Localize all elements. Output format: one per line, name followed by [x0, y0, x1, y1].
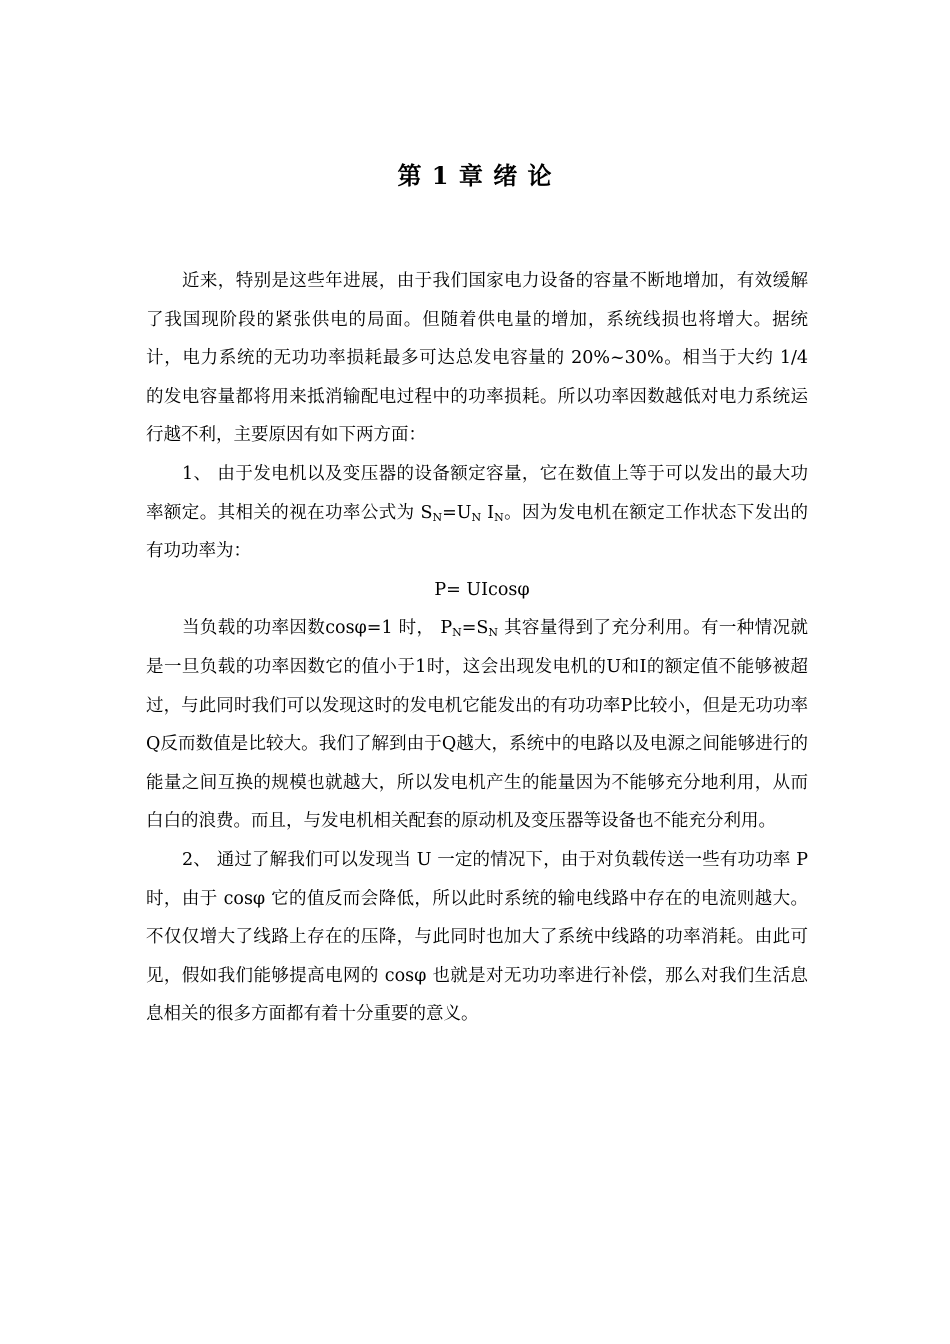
- paragraph-intro: 近来，特别是这些年进展，由于我们国家电力设备的容量不断地增加，有效缓解了我国现阶段的紧张供电的局面。但随着供电量的增加，系统线损也将增大。据统计，电力系统的无功功率损耗最多可达总发电容量的 20%~30%。相当于大约 1/4 的发电容量都将用来抵消输配电过程中的功率损耗。所以功率因数越低对电力系统运行越不利，主要原因有如下两方面：: [146, 271, 808, 446]
- formula-active-power: P= UIcosφ: [434, 579, 530, 600]
- point-1-text-start: 1、 由于发电机以及变压器的设备额定容量，它在数值上等于可以发出的最大功率额定。其相关的视在功率公式为: [146, 463, 808, 523]
- body-text: [146, 262, 808, 1034]
- point-1-text-end: 。因为发电机在额定工作状态下发出的有功功率为：: [146, 502, 809, 562]
- power-factor-text-end: 其容量得到了充分利用。有一种情况就是一旦负载的功率因数它的值小于1时，这会出现发电机的U和I的额定值不能够被超过，与此同时我们可以发现这时的发电机它能发出的有功功率P比较小，但是无功功率Q反而数值是比较大。我们了解到由于Q越大，系统中的电路以及电源之间能够进行的能量之间互换的规模也就越大，所以发电机产生的能量因为不能够充分地利用，从而白白的浪费。而且，与发电机相关配套的原动机及变压器等设备也不能充分利用。: [146, 618, 808, 832]
- subscript-n: N: [488, 626, 499, 640]
- symbol-s: S: [420, 502, 433, 523]
- paragraph-point-2: 2、 通过了解我们可以发现当 U 一定的情况下，由于对负载传送一些有功功率 P 时，由于 cosφ 它的值反而会降低，所以此时系统的输电线路中存在的电流则越大。不仅仅增大了线路上存在的压降，与此同时也加大了系统中线路的功率消耗。由此可见，假如我们能够提高电网的 cosφ 也就是对无功功率进行补偿，那么对我们生活息息相关的很多方面都有着十分重要的意义。: [146, 849, 808, 1025]
- paragraph-power-factor: [146, 609, 808, 841]
- chapter-title: 第 1 章 绪 论: [397, 161, 553, 190]
- paragraph-point-1: [146, 455, 808, 571]
- subscript-n: N: [452, 626, 462, 640]
- symbol-i: I: [481, 502, 495, 523]
- subscript-n: N: [432, 510, 443, 524]
- power-factor-text-start: 当负载的功率因数cosφ=1 时， P: [182, 618, 453, 639]
- symbol-equals-s: =S: [461, 618, 489, 639]
- symbol-equals-u: =U: [442, 502, 472, 523]
- subscript-n: N: [494, 510, 504, 524]
- subscript-n: N: [471, 510, 482, 524]
